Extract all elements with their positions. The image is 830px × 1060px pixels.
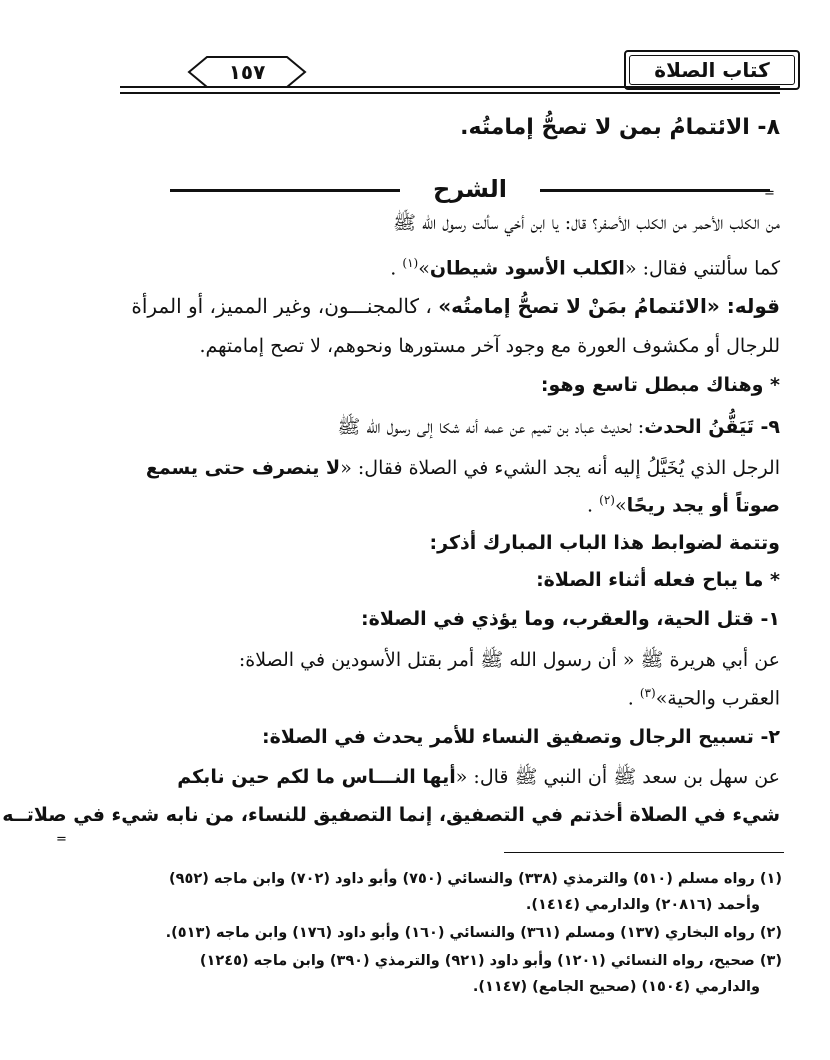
- body-line-12: عن أبي هريرة ﷺ « أن رسول الله ﷺ أمر بقتل الأسودين في الصلاة:: [238, 649, 780, 671]
- body-line-6: [46, 412, 780, 442]
- footnote-ref: (٣): [639, 686, 656, 700]
- line-mark: =: [56, 832, 67, 847]
- body-line-10: * ما يباح فعله أثناء الصلاة:: [536, 569, 780, 591]
- body-line-5: * وهناك مبطل تاسع وهو:: [540, 374, 780, 396]
- hadith-quote: لا ينصرف حتى يسمع: [145, 457, 341, 479]
- footnote-2: (٢) رواه البخاري (١٣٧) ومسلم (٣٦١) والنسائي (١٦٠) وأبو داود (١٧٦) وابن ماجه (٥١٣).: [165, 925, 782, 941]
- book-title-box: [624, 50, 800, 90]
- body-text: عن سهل بن سعد ﷺ أن النبي ﷺ قال: «: [455, 766, 780, 788]
- body-line-14: ٢- تسبيح الرجال وتصفيق النساء للأمر يحدث في الصلاة:: [262, 726, 780, 748]
- section-rule-left: [170, 189, 400, 192]
- page-number-badge: [187, 54, 307, 90]
- body-line-15: [46, 762, 780, 792]
- body-text: : لحديث عباد بن تميم عن عمه أنه شكا إلى رسول الله ﷺ: [337, 416, 645, 438]
- body-line-1: من الكلب الأحمر من الكلب الأصفر؟ قال: يا ابن أخي سألت رسول الله ﷺ: [392, 212, 780, 234]
- page-number: ١٥٧: [228, 60, 266, 84]
- section-rule-right: [540, 189, 770, 192]
- footnote-1-line-2: وأحمد (٢٠٨١٦) والدارمي (١٤١٤).: [525, 897, 760, 913]
- footnote-1-line-1: (١) رواه مسلم (٥١٠) والترمذي (٣٣٨) والنسائي (٧٥٠) وأبو داود (٧٠٢) وابن ماجه (٩٥٢): [169, 871, 782, 887]
- body-line-16: شيء في الصلاة أخذتم في التصفيق، إنما التصفيق للنساء، من نابه شيء في صلاتــه: [2, 804, 780, 826]
- body-line-9: وتتمة لضوابط هذا الباب المبارك أذكر:: [429, 532, 780, 554]
- body-text: .: [587, 494, 600, 517]
- body-text: العقرب والحية»: [655, 687, 780, 710]
- body-line-11: ١- قتل الحية، والعقرب، وما يؤذي في الصلاة:: [361, 608, 780, 630]
- footnote-rule: [504, 852, 784, 853]
- hadith-quote: صوتاً أو يجد ريحًا: [626, 494, 780, 517]
- hadith-quote: أيها النـــاس ما لكم حين نابكم: [177, 766, 456, 788]
- body-text: »: [418, 257, 430, 280]
- header-rule-bottom: [120, 92, 780, 94]
- body-line-7: [46, 453, 780, 483]
- body-line-4: للرجال أو مكشوف العورة مع وجود آخر مستورها ونحوهم، لا تصح إمامتهم.: [199, 335, 780, 357]
- body-line-8: [46, 485, 780, 520]
- body-text: كما سألتني فقال: «: [624, 257, 780, 280]
- body-text: ، كالمجنـــون، وغير المميز، أو المرأة: [131, 294, 439, 318]
- body-text: »: [614, 494, 627, 517]
- body-line-3: [46, 291, 780, 321]
- book-title: كتاب الصلاة: [629, 55, 795, 85]
- section-title: الشرح: [433, 175, 507, 203]
- body-line-13: [46, 678, 780, 713]
- subheading: ٩- تَيَقُّنُ الحدث: [644, 416, 780, 438]
- body-text: .: [627, 687, 640, 710]
- body-text: .: [390, 257, 403, 280]
- footnote-ref: (٢): [599, 493, 615, 507]
- footnote-3-line-1: (٣) صحيح، رواه النسائي (١٢٠١) وأبو داود (٩٢١) والترمذي (٣٩٠) وابن ماجه (١٢٤٥): [199, 953, 782, 969]
- quoted-phrase: قوله: «الائتمامُ بمَنْ لا تصحُّ إمامتُه»: [438, 294, 780, 318]
- line-mark: =: [764, 186, 775, 201]
- section-title-bar: [170, 172, 770, 208]
- footnote-3-line-2: والدارمي (١٥٠٤) (صحيح الجامع) (١١٤٧).: [472, 979, 760, 995]
- footnote-ref: (١): [402, 256, 419, 270]
- body-text: الرجل الذي يُخَيَّلُ إليه أنه يجد الشيء في الصلاة فقال: «: [340, 457, 780, 479]
- item-eight-heading: ٨- الائتمامُ بمن لا تصحُّ إمامتُه.: [460, 115, 780, 140]
- body-line-2: [46, 248, 780, 283]
- hadith-quote: الكلب الأسود شيطان: [429, 257, 625, 280]
